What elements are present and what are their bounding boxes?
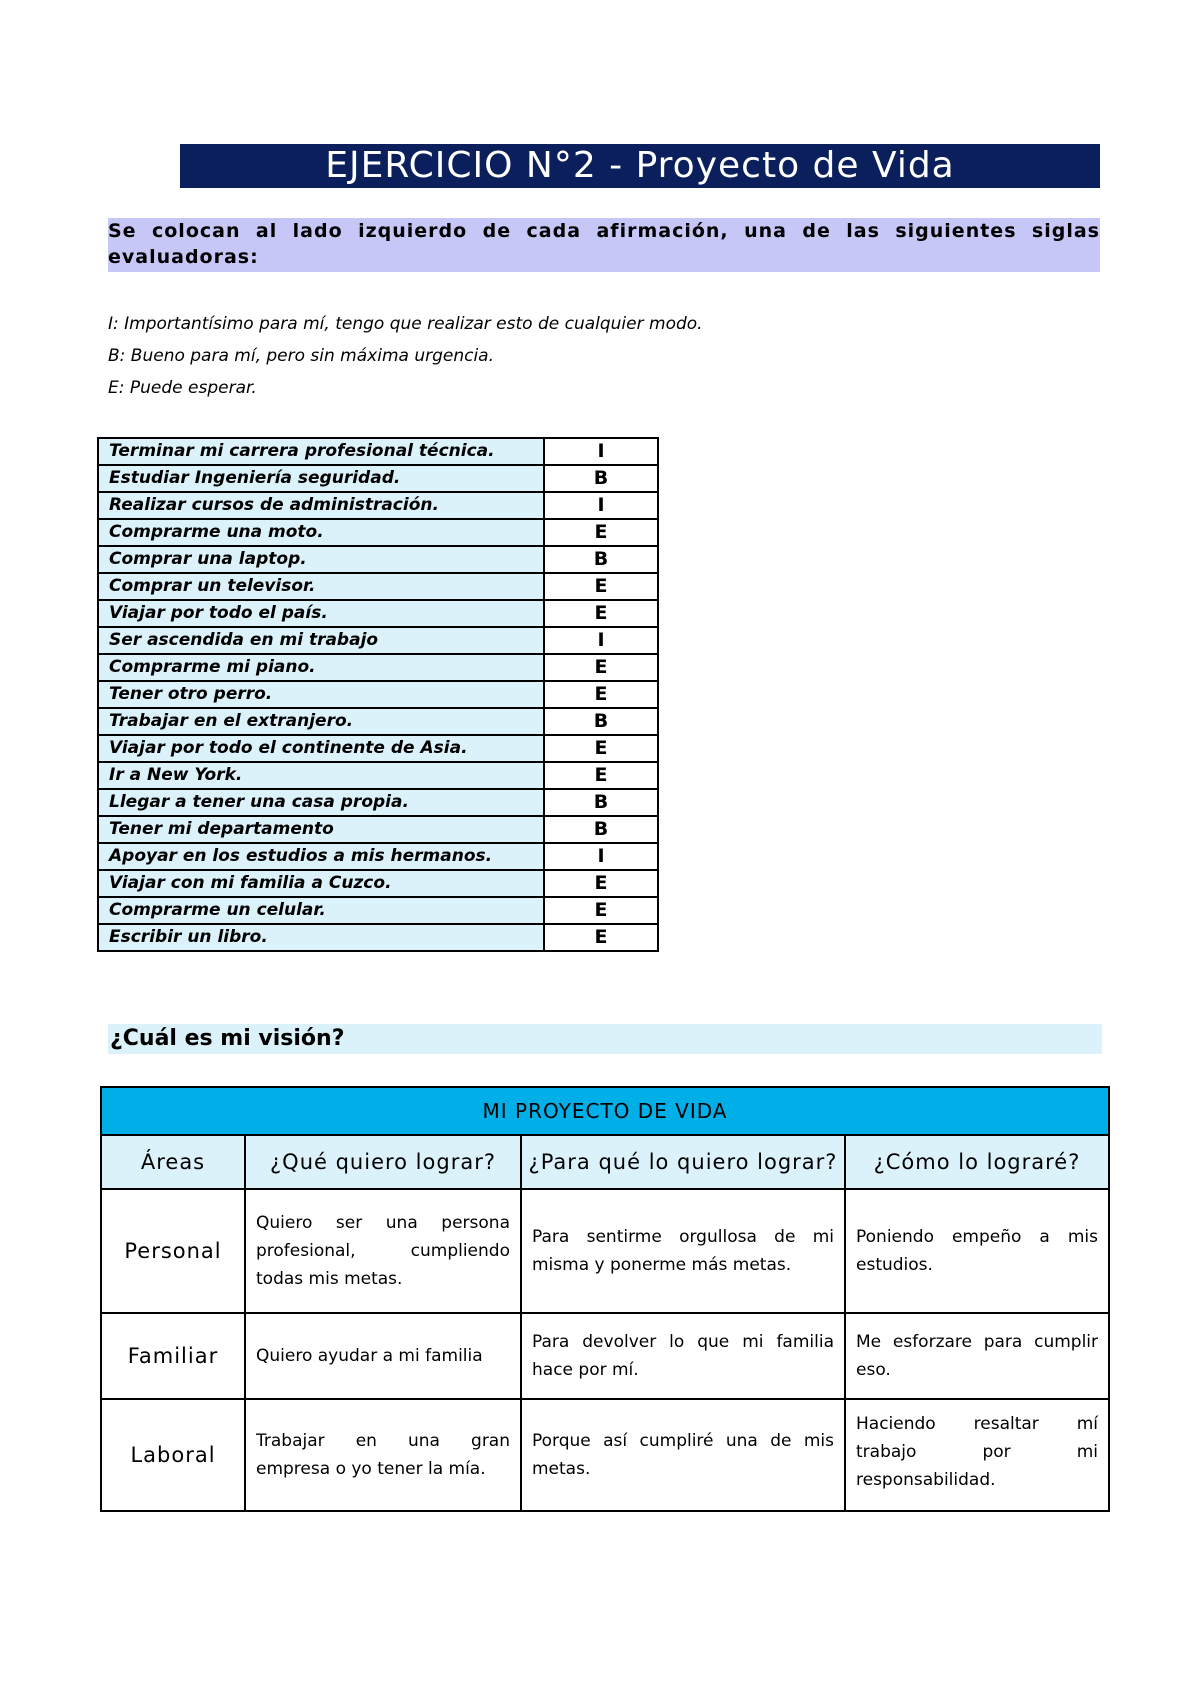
vision-heading: ¿Cuál es mi visión? — [108, 1024, 1102, 1054]
goal-item: Viajar por todo el país. — [98, 600, 544, 627]
table-row — [98, 573, 658, 600]
table-row — [98, 438, 658, 465]
goal-code: E — [544, 924, 658, 951]
what-cell: Trabajar en una gran empresa o yo tener la mía. — [245, 1399, 521, 1511]
table-row — [98, 843, 658, 870]
table-row — [98, 600, 658, 627]
header-what: ¿Qué quiero lograr? — [245, 1135, 521, 1189]
why-cell: Para devolver lo que mi familia hace por mí. — [521, 1313, 845, 1399]
goal-item: Tener otro perro. — [98, 681, 544, 708]
goal-code: B — [544, 708, 658, 735]
header-areas: Áreas — [101, 1135, 245, 1189]
table-row — [98, 492, 658, 519]
goal-item: Comprar un televisor. — [98, 573, 544, 600]
what-cell: Quiero ayudar a mi familia — [245, 1313, 521, 1399]
table-row — [98, 681, 658, 708]
page-title: EJERCICIO N°2 - Proyecto de Vida — [180, 144, 1100, 188]
goal-item: Comprarme mi piano. — [98, 654, 544, 681]
goal-code: E — [544, 681, 658, 708]
goal-code: E — [544, 573, 658, 600]
legend-item-e: E: Puede esperar. — [108, 378, 257, 398]
goal-code: E — [544, 870, 658, 897]
life-project-table — [100, 1086, 1110, 1512]
area-label: Familiar — [101, 1313, 245, 1399]
table-row — [101, 1313, 1109, 1399]
goal-item: Trabajar en el extranjero. — [98, 708, 544, 735]
table-row — [98, 519, 658, 546]
table-row — [101, 1189, 1109, 1313]
legend — [108, 308, 703, 404]
goal-code: E — [544, 762, 658, 789]
goal-code: B — [544, 816, 658, 843]
plan-table-title: MI PROYECTO DE VIDA — [101, 1087, 1109, 1135]
what-cell: Quiero ser una persona profesional, cumpliendo todas mis metas. — [245, 1189, 521, 1313]
goal-code: E — [544, 654, 658, 681]
goal-code: E — [544, 600, 658, 627]
table-row — [98, 897, 658, 924]
goal-item: Estudiar Ingeniería seguridad. — [98, 465, 544, 492]
table-row — [98, 870, 658, 897]
goal-code: I — [544, 492, 658, 519]
table-row — [98, 546, 658, 573]
instructions-text: Se colocan al lado izquierdo de cada afirmación, una de las siguientes siglas evaluadoras: — [108, 218, 1100, 272]
goal-item: Llegar a tener una casa propia. — [98, 789, 544, 816]
goal-item: Apoyar en los estudios a mis hermanos. — [98, 843, 544, 870]
goals-table — [97, 437, 659, 952]
goal-item: Escribir un libro. — [98, 924, 544, 951]
table-row — [98, 735, 658, 762]
goal-item: Comprar una laptop. — [98, 546, 544, 573]
table-row — [98, 816, 658, 843]
goal-code: E — [544, 735, 658, 762]
goal-code: B — [544, 789, 658, 816]
table-row — [98, 654, 658, 681]
header-how: ¿Cómo lo lograré? — [845, 1135, 1109, 1189]
table-row — [98, 627, 658, 654]
table-row — [98, 465, 658, 492]
goal-code: I — [544, 843, 658, 870]
goal-code: I — [544, 438, 658, 465]
how-cell: Haciendo resaltar mí trabajo por mi responsabilidad. — [845, 1399, 1109, 1511]
goal-code: B — [544, 546, 658, 573]
goal-code: B — [544, 465, 658, 492]
goal-item: Viajar con mi familia a Cuzco. — [98, 870, 544, 897]
why-cell: Para sentirme orgullosa de mi misma y ponerme más metas. — [521, 1189, 845, 1313]
why-cell: Porque así cumpliré una de mis metas. — [521, 1399, 845, 1511]
goal-item: Realizar cursos de administración. — [98, 492, 544, 519]
table-row — [98, 708, 658, 735]
goal-item: Tener mi departamento — [98, 816, 544, 843]
goal-code: E — [544, 519, 658, 546]
goal-item: Viajar por todo el continente de Asia. — [98, 735, 544, 762]
legend-item-i: I: Importantísimo para mí, tengo que realizar esto de cualquier modo. — [108, 314, 703, 334]
goal-item: Terminar mi carrera profesional técnica. — [98, 438, 544, 465]
legend-item-b: B: Bueno para mí, pero sin máxima urgencia. — [108, 346, 495, 366]
table-row — [101, 1399, 1109, 1511]
goal-item: Comprarme una moto. — [98, 519, 544, 546]
goal-item: Ir a New York. — [98, 762, 544, 789]
area-label: Laboral — [101, 1399, 245, 1511]
goal-code: E — [544, 897, 658, 924]
table-row — [98, 924, 658, 951]
table-row — [98, 762, 658, 789]
area-label: Personal — [101, 1189, 245, 1313]
goal-code: I — [544, 627, 658, 654]
how-cell: Me esforzare para cumplir eso. — [845, 1313, 1109, 1399]
goal-item: Comprarme un celular. — [98, 897, 544, 924]
how-cell: Poniendo empeño a mis estudios. — [845, 1189, 1109, 1313]
header-why: ¿Para qué lo quiero lograr? — [521, 1135, 845, 1189]
goal-item: Ser ascendida en mi trabajo — [98, 627, 544, 654]
table-row — [98, 789, 658, 816]
